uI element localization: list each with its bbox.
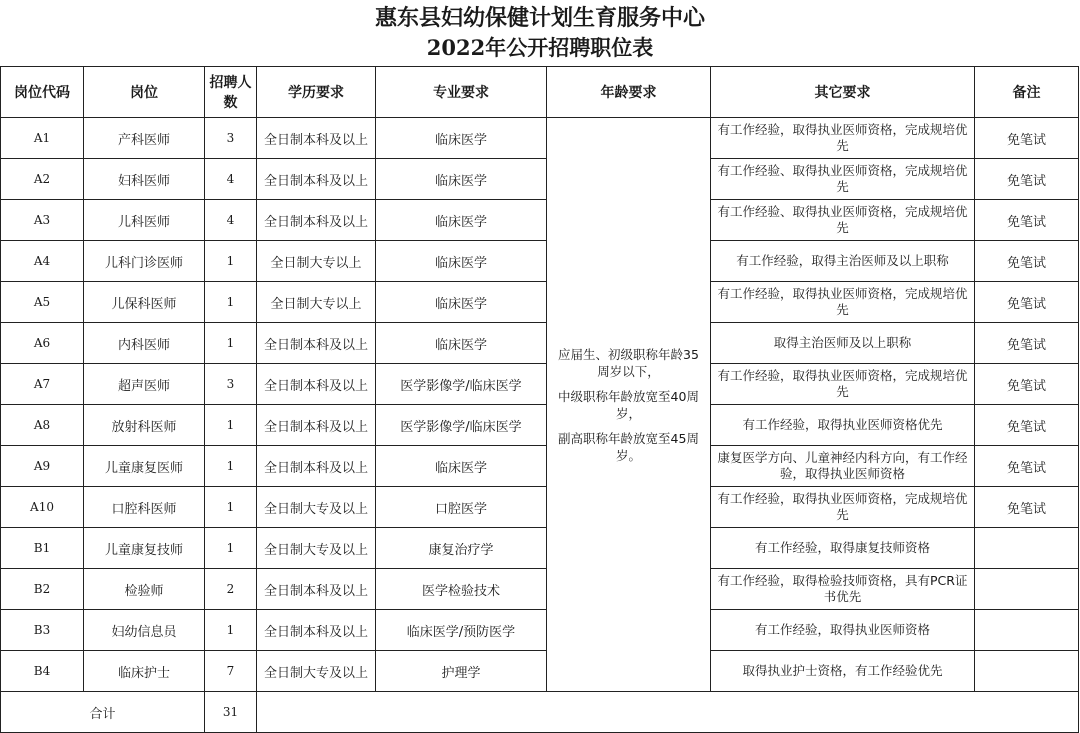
page-title: 惠东县妇幼保健计划生育服务中心 <box>374 5 705 31</box>
header-major: 专业要求 <box>376 67 547 118</box>
cell-note: 免笔试 <box>975 282 1079 323</box>
cell-education: 全日制本科及以上 <box>257 323 376 364</box>
total-count: 31 <box>205 692 257 733</box>
cell-position: 产科医师 <box>84 118 205 159</box>
cell-code: A2 <box>1 159 84 200</box>
cell-other: 有工作经验，取得康复技师资格 <box>711 528 975 569</box>
cell-count: 2 <box>205 569 257 610</box>
cell-education: 全日制大专以上 <box>257 241 376 282</box>
cell-education: 全日制本科及以上 <box>257 405 376 446</box>
cell-major: 临床医学 <box>376 323 547 364</box>
table-row <box>1 282 1079 323</box>
cell-note: 免笔试 <box>975 487 1079 528</box>
age-line-intermediate: 中级职称年龄放宽至40周岁， <box>558 388 699 421</box>
page-subtitle: 2022年公开招聘职位表 <box>426 35 654 60</box>
cell-age-requirement <box>547 118 711 692</box>
cell-education: 全日制本科及以上 <box>257 610 376 651</box>
table-row <box>1 405 1079 446</box>
cell-position: 放射科医师 <box>84 405 205 446</box>
cell-major: 临床医学 <box>376 200 547 241</box>
cell-count: 1 <box>205 241 257 282</box>
cell-position: 儿科医师 <box>84 200 205 241</box>
cell-position: 口腔科医师 <box>84 487 205 528</box>
table-row <box>1 200 1079 241</box>
cell-count: 1 <box>205 528 257 569</box>
cell-note: 免笔试 <box>975 118 1079 159</box>
header-code: 岗位代码 <box>1 67 84 118</box>
cell-note: 免笔试 <box>975 405 1079 446</box>
table-row <box>1 364 1079 405</box>
cell-position: 检验师 <box>84 569 205 610</box>
cell-position: 内科医师 <box>84 323 205 364</box>
table-row <box>1 323 1079 364</box>
cell-major: 口腔医学 <box>376 487 547 528</box>
cell-position: 临床护士 <box>84 651 205 692</box>
cell-code: B1 <box>1 528 84 569</box>
cell-code: B4 <box>1 651 84 692</box>
cell-count: 7 <box>205 651 257 692</box>
cell-education: 全日制大专以上 <box>257 282 376 323</box>
cell-note <box>975 528 1079 569</box>
cell-major: 护理学 <box>376 651 547 692</box>
cell-note: 免笔试 <box>975 323 1079 364</box>
header-note: 备注 <box>975 67 1079 118</box>
positions-table <box>0 66 1079 733</box>
cell-code: A3 <box>1 200 84 241</box>
table-row <box>1 446 1079 487</box>
age-line-senior: 副高职称年龄放宽至45周岁。 <box>558 430 699 463</box>
cell-position: 儿童康复技师 <box>84 528 205 569</box>
cell-code: A9 <box>1 446 84 487</box>
total-label: 合计 <box>1 692 205 733</box>
cell-code: B3 <box>1 610 84 651</box>
cell-other: 有工作经验，取得执业医师资格优先 <box>711 405 975 446</box>
cell-major: 医学影像学/临床医学 <box>376 405 547 446</box>
total-row <box>1 692 1079 733</box>
cell-code: A6 <box>1 323 84 364</box>
cell-education: 全日制本科及以上 <box>257 569 376 610</box>
cell-education: 全日制本科及以上 <box>257 200 376 241</box>
cell-note: 免笔试 <box>975 241 1079 282</box>
cell-education: 全日制本科及以上 <box>257 159 376 200</box>
cell-other: 取得执业护士资格，有工作经验优先 <box>711 651 975 692</box>
table-row <box>1 569 1079 610</box>
cell-major: 医学检验技术 <box>376 569 547 610</box>
cell-count: 1 <box>205 323 257 364</box>
cell-other: 取得主治医师及以上职称 <box>711 323 975 364</box>
cell-other: 有工作经验、取得执业医师资格，完成规培优先 <box>711 159 975 200</box>
header-position: 岗位 <box>84 67 205 118</box>
cell-education: 全日制大专及以上 <box>257 651 376 692</box>
table-row <box>1 118 1079 159</box>
cell-note <box>975 651 1079 692</box>
cell-position: 超声医师 <box>84 364 205 405</box>
cell-count: 4 <box>205 159 257 200</box>
cell-note: 免笔试 <box>975 200 1079 241</box>
cell-other: 有工作经验，取得检验技师资格，具有PCR证书优先 <box>711 569 975 610</box>
age-line-junior: 应届生、初级职称年龄35周岁以下， <box>558 346 699 379</box>
cell-other: 有工作经验，取得主治医师及以上职称 <box>711 241 975 282</box>
cell-position: 儿保科医师 <box>84 282 205 323</box>
header-age: 年龄要求 <box>547 67 711 118</box>
cell-code: A7 <box>1 364 84 405</box>
cell-major: 临床医学 <box>376 118 547 159</box>
title-block <box>0 0 1080 66</box>
cell-code: A1 <box>1 118 84 159</box>
cell-education: 全日制本科及以上 <box>257 364 376 405</box>
cell-major: 临床医学 <box>376 159 547 200</box>
cell-education: 全日制大专及以上 <box>257 487 376 528</box>
cell-note: 免笔试 <box>975 364 1079 405</box>
header-row <box>1 67 1079 118</box>
cell-position: 儿科门诊医师 <box>84 241 205 282</box>
cell-other: 有工作经验，取得执业医师资格，完成规培优先 <box>711 487 975 528</box>
cell-major: 康复治疗学 <box>376 528 547 569</box>
cell-code: A8 <box>1 405 84 446</box>
cell-position: 儿童康复医师 <box>84 446 205 487</box>
cell-other: 有工作经验，取得执业医师资格，完成规培优先 <box>711 118 975 159</box>
total-blank <box>257 692 1079 733</box>
cell-major: 临床医学 <box>376 282 547 323</box>
cell-count: 1 <box>205 446 257 487</box>
cell-count: 3 <box>205 118 257 159</box>
cell-other: 有工作经验、取得执业医师资格，完成规培优先 <box>711 200 975 241</box>
table-row <box>1 528 1079 569</box>
cell-position: 妇幼信息员 <box>84 610 205 651</box>
cell-code: B2 <box>1 569 84 610</box>
cell-note: 免笔试 <box>975 159 1079 200</box>
cell-count: 1 <box>205 487 257 528</box>
table-row <box>1 487 1079 528</box>
cell-other: 有工作经验，取得执业医师资格，完成规培优先 <box>711 364 975 405</box>
cell-major: 医学影像学/临床医学 <box>376 364 547 405</box>
cell-major: 临床医学 <box>376 241 547 282</box>
cell-count: 4 <box>205 200 257 241</box>
table-row <box>1 610 1079 651</box>
cell-other: 康复医学方向、儿童神经内科方向，有工作经验，取得执业医师资格 <box>711 446 975 487</box>
cell-code: A5 <box>1 282 84 323</box>
cell-count: 1 <box>205 610 257 651</box>
table-row <box>1 159 1079 200</box>
cell-other: 有工作经验，取得执业医师资格，完成规培优先 <box>711 282 975 323</box>
cell-code: A10 <box>1 487 84 528</box>
table-row <box>1 651 1079 692</box>
cell-other: 有工作经验，取得执业医师资格 <box>711 610 975 651</box>
cell-education: 全日制本科及以上 <box>257 118 376 159</box>
header-count: 招聘人数 <box>205 67 257 118</box>
cell-count: 3 <box>205 364 257 405</box>
cell-count: 1 <box>205 405 257 446</box>
cell-education: 全日制本科及以上 <box>257 446 376 487</box>
cell-note <box>975 610 1079 651</box>
cell-note: 免笔试 <box>975 446 1079 487</box>
cell-count: 1 <box>205 282 257 323</box>
header-education: 学历要求 <box>257 67 376 118</box>
cell-major: 临床医学 <box>376 446 547 487</box>
cell-position: 妇科医师 <box>84 159 205 200</box>
cell-education: 全日制大专及以上 <box>257 528 376 569</box>
cell-major: 临床医学/预防医学 <box>376 610 547 651</box>
cell-code: A4 <box>1 241 84 282</box>
header-other: 其它要求 <box>711 67 975 118</box>
cell-note <box>975 569 1079 610</box>
table-row <box>1 241 1079 282</box>
